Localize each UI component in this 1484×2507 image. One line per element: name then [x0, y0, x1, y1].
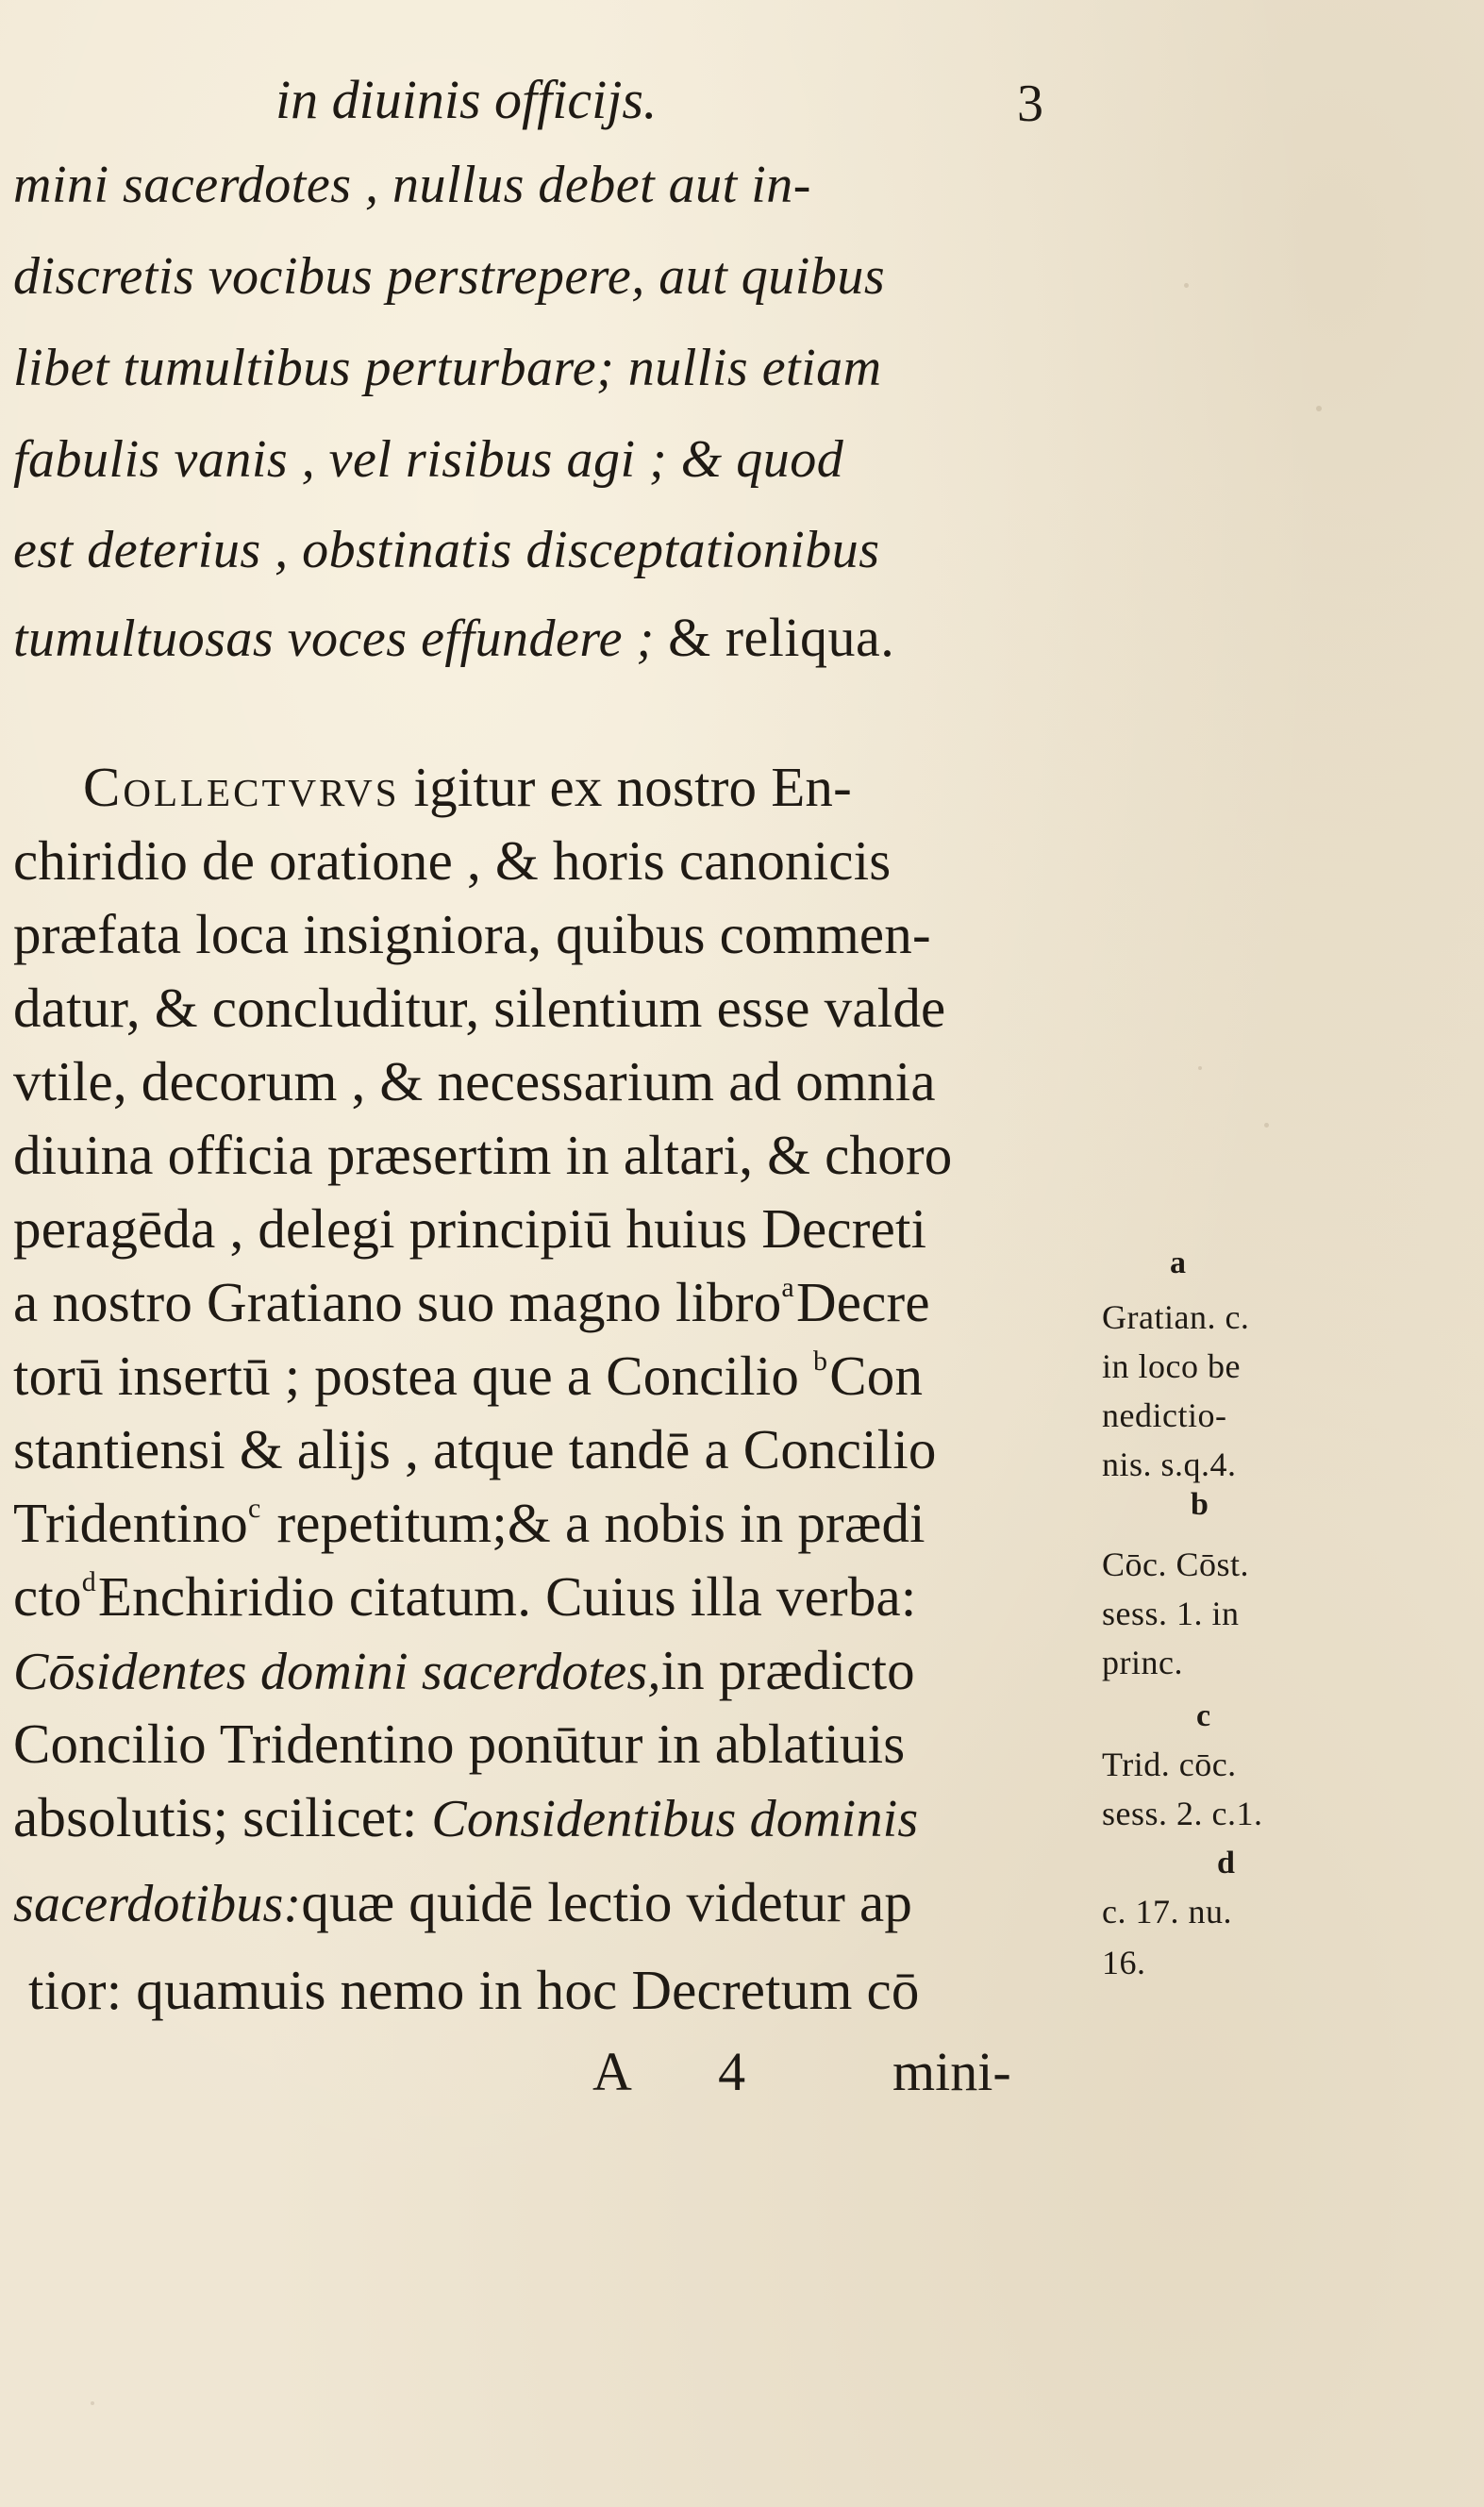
quote-line-6-italic: tumultuosas voces effundere ;: [13, 610, 655, 668]
margin-note-a-2: in loco be: [1102, 1347, 1241, 1385]
note-ref-a: a: [781, 1272, 794, 1303]
body-line-4: datur, & concluditur, silentium esse valde: [13, 977, 946, 1039]
body-line-14: Concilio Tridentino ponūtur in ablatiuis: [13, 1713, 906, 1775]
body-line-2: chiridio de oratione , & horis canonicis: [13, 829, 892, 892]
quote-line-3: libet tumultibus perturbare; nullis etiam: [13, 339, 882, 397]
paper-speck: [1184, 283, 1189, 288]
body-line-15-roman: absolutis; scilicet:: [13, 1786, 418, 1848]
margin-note-d-1: c. 17. nu.: [1102, 1893, 1232, 1930]
margin-note-b-1: Cōc. Cōst.: [1102, 1546, 1250, 1583]
body-line-3: præfata loca insigniora, quibus commen-: [13, 903, 931, 965]
margin-note-a-1: Gratian. c.: [1102, 1298, 1250, 1336]
quote-line-2: discretis vocibus perstrepere, aut quibus: [13, 247, 886, 306]
margin-note-c-2: sess. 2. c.1.: [1102, 1795, 1263, 1832]
body-line-13-roman: in prædicto: [660, 1639, 915, 1701]
margin-note-a-3: nedictio-: [1102, 1396, 1227, 1434]
body-line-15: [13, 1786, 919, 1848]
body-line-12-a: cto: [13, 1565, 82, 1628]
margin-letter-b: b: [1191, 1487, 1209, 1522]
note-ref-c: c: [247, 1493, 261, 1524]
quote-line-4: fabulis vanis , vel risibus agi ; & quod: [13, 430, 844, 489]
body-line-9-a: torū insertū ; postea que a Concilio: [13, 1345, 800, 1407]
quote-line-1: mini sacerdotes , nullus debet aut in-: [13, 156, 811, 214]
page-number: 3: [1017, 75, 1043, 133]
body-line-16: [13, 1871, 913, 1933]
signature-mark: A 4: [592, 2041, 784, 2102]
body-line-1-rest: igitur ex nostro En-: [413, 756, 852, 818]
body-line-6: diuina officia præsertim in altari, & choro: [13, 1124, 953, 1186]
margin-letter-c: c: [1196, 1698, 1211, 1733]
body-line-12-b: Enchiridio citatum. Cuius illa verba:: [97, 1565, 917, 1628]
quote-line-5: est deterius , obstinatis disceptationibus: [13, 521, 880, 579]
body-line-13-italic: Cōsidentes domini sacerdotes,: [13, 1643, 661, 1701]
body-line-8: [13, 1271, 930, 1333]
opening-word: Collectvrvs: [83, 756, 400, 818]
body-line-8-b: Decre: [795, 1271, 930, 1333]
body-line-7: peragēda , delegi principiū huius Decreti: [13, 1197, 927, 1260]
body-line-8-a: a nostro Gratiano suo magno libro: [13, 1271, 782, 1333]
body-line-12: [13, 1565, 917, 1628]
catchword: mini-: [892, 2041, 1011, 2102]
margin-note-b-2: sess. 1. in: [1102, 1595, 1240, 1632]
margin-note-b-3: princ.: [1102, 1644, 1183, 1681]
body-line-16-roman: quæ quidē lectio videtur ap: [301, 1871, 913, 1933]
margin-letter-d: d: [1217, 1846, 1235, 1880]
body-line-11-b: repetitum;& a nobis in prædi: [276, 1492, 925, 1554]
body-line-9-b: Con: [829, 1345, 924, 1407]
margin-note-c-1: Trid. cōc.: [1102, 1746, 1237, 1783]
paper-speck: [1316, 406, 1322, 411]
note-ref-d: d: [81, 1566, 96, 1597]
note-ref-b: b: [812, 1345, 828, 1377]
body-line-1: [83, 756, 852, 818]
paper-speck: [91, 2401, 94, 2405]
body-line-5: vtile, decorum , & necessarium ad omnia: [13, 1050, 936, 1112]
body-line-17: tior: quamuis nemo in hoc Decretum cō: [28, 1959, 920, 2021]
paper-speck: [1264, 1123, 1269, 1128]
body-line-10: stantiensi & alijs , atque tandē a Concilio: [13, 1418, 937, 1480]
body-line-11-a: Tridentino: [13, 1492, 248, 1554]
margin-letter-a: a: [1170, 1245, 1186, 1280]
margin-note-a-4: nis. s.q.4.: [1102, 1446, 1237, 1483]
quote-line-6: [13, 607, 895, 668]
body-line-16-italic: sacerdotibus:: [13, 1875, 302, 1933]
body-line-11: [13, 1492, 925, 1554]
quote-line-6-roman: & reliqua.: [668, 607, 895, 668]
body-line-13: [13, 1639, 915, 1701]
paper-speck: [1198, 1066, 1202, 1070]
margin-note-d-2: 16.: [1102, 1944, 1146, 1981]
body-line-9: [13, 1345, 924, 1407]
body-line-15-italic: Considentibus dominis: [431, 1790, 919, 1848]
running-title: in diuinis officijs.: [275, 69, 658, 130]
